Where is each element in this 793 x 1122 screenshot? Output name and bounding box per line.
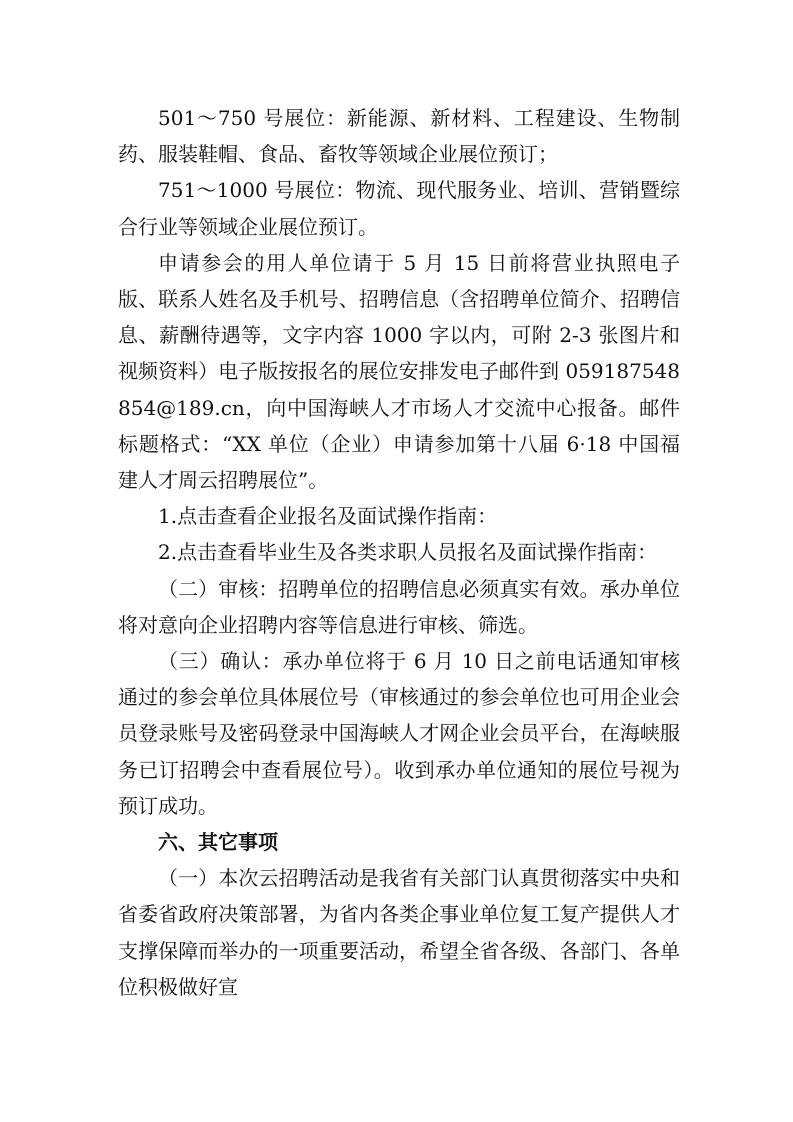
paragraph-review: （二）审核：招聘单位的招聘信息必须真实有效。承办单位将对意向企业招聘内容等信息进行审核、筛选。: [118, 576, 680, 637]
link-jobseeker-guide[interactable]: 2.点击查看毕业生及各类求职人员报名及面试操作指南：: [158, 540, 658, 565]
section-heading-other-matters: 六、其它事项: [158, 830, 278, 855]
paragraph-confirmation: （三）确认：承办单位将于 6 月 10 日之前电话通知审核通过的参会单位具体展位号（审核通过的参会单位也可用企业会员登录账号及密码登录中国海峡人才网企业会员平台，在海峡服务已订招聘会中查看展位号）。收到承办单位通知的展位号视为预订成功。: [118, 649, 680, 818]
link-enterprise-guide[interactable]: 1.点击查看企业报名及面试操作指南：: [158, 504, 498, 529]
paragraph-other-matters-1: （一）本次云招聘活动是我省有关部门认真贯彻落实中央和省委省政府决策部署，为省内各类企事业单位复工复产提供人才支撑保障而举办的一项重要活动，希望全省各级、各部门、各单位积极做好宣: [118, 866, 680, 999]
paragraph-booths-751-1000: 751～1000 号展位：物流、现代服务业、培训、营销暨综合行业等领域企业展位预订。: [118, 178, 680, 239]
document-body: [118, 100, 680, 1005]
paragraph-application: 申请参会的用人单位请于 5 月 15 日前将营业执照电子版、联系人姓名及手机号、招聘信息（含招聘单位简介、招聘信息、薪酬待遇等，文字内容 1000 字以内，可附 2-3 张图片和视频资料）电子版按报名的展位安排发电子邮件到 05918754885​4@189.cn，向中国海峡人才市场人才交流中心报备。邮件标题格式：“XX 单位（企业）申请参加第十八届 6·18 中国福建人才周云招聘展位”。: [118, 250, 680, 493]
paragraph-booths-501-750: 501～750 号展位：新能源、新材料、工程建设、生物制药、服装鞋帽、食品、畜牧等领域企业展位预订；: [118, 106, 680, 167]
